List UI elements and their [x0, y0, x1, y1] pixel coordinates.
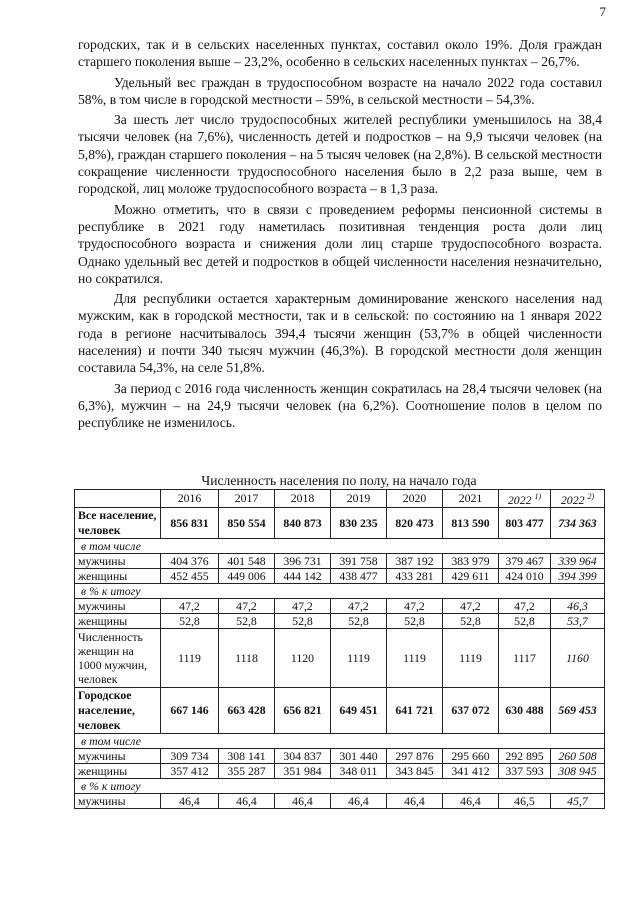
page-number: 7	[599, 4, 606, 19]
table-cell: 663 428	[219, 687, 275, 733]
row-label: мужчины	[75, 553, 161, 568]
table-cell: 304 837	[275, 748, 331, 763]
row-label: женщины	[75, 613, 161, 628]
table-cell: 355 287	[219, 763, 275, 778]
table-cell: 46,5	[499, 793, 551, 808]
table-cell: 856 831	[161, 507, 219, 538]
table-cell: 433 281	[387, 568, 443, 583]
paragraph-4: Можно отметить, что в связи с проведением реформы пенсионной системы в республике в 2021 году наметилась позитивная тенденция роста доли лиц трудоспособного возраста и снижения доли лиц старше трудоспособного возраста. Однако удельный вес детей и подростков в общей численности населения незначительно, но сократился.	[78, 201, 602, 286]
table-row-urban-men	[75, 748, 605, 763]
table-cell: 1117	[499, 628, 551, 687]
table-cell: 260 508	[551, 748, 605, 763]
table-cell: 47,2	[443, 598, 499, 613]
row-subheading: в том числе	[75, 733, 605, 748]
paragraph-3: За шесть лет число трудоспособных жителей республики уменьшилось на 38,4 тысячи человек (на 7,6%), численность детей и подростков – на 9,9 тысячи человек (на 5,8%), граждан старшего поколения – на 5 тысяч человек (на 2,8%). В сельской местности сокращение численности трудоспособного населения было в 2,2 раза выше, чем в городской, лиц моложе трудоспособного возраста – в 1,3 раза.	[78, 112, 602, 197]
table-row-urban-women	[75, 763, 605, 778]
table-cell: 52,8	[443, 613, 499, 628]
table-cell: 449 006	[219, 568, 275, 583]
table-cell: 850 554	[219, 507, 275, 538]
table-cell: 339 964	[551, 553, 605, 568]
table-cell: 641 721	[387, 687, 443, 733]
table-cell: 46,4	[387, 793, 443, 808]
table-cell: 308 141	[219, 748, 275, 763]
table-cell: 452 455	[161, 568, 219, 583]
table-cell: 1118	[219, 628, 275, 687]
table-cell: 813 590	[443, 507, 499, 538]
table-cell: 569 453	[551, 687, 605, 733]
table-cell: 1119	[161, 628, 219, 687]
table-cell: 52,8	[275, 613, 331, 628]
paragraph-5: Для республики остается характерным доминирование женского населения над мужским, как в городской местности, так и в сельской: по состоянию на 1 января 2022 года в регионе насчитывалось 394,4 тысячи женщин (53,7% в общей численности населения) и почти 340 тысяч мужчин (46,3%). В городской местности доля женщин составила 54,3%, на селе 51,8%.	[78, 291, 602, 376]
population-table	[74, 489, 605, 809]
table-cell: 46,4	[331, 793, 387, 808]
table-row-men-pct	[75, 598, 605, 613]
table-cell: 46,4	[443, 793, 499, 808]
table-cell: 47,2	[331, 598, 387, 613]
table-cell: 47,2	[499, 598, 551, 613]
table-cell: 47,2	[275, 598, 331, 613]
table-row-subheading	[75, 538, 605, 553]
table-cell: 383 979	[443, 553, 499, 568]
table-cell: 46,4	[275, 793, 331, 808]
table-cell: 46,4	[161, 793, 219, 808]
table-cell: 438 477	[331, 568, 387, 583]
table-row-ratio	[75, 628, 605, 687]
table-cell: 734 363	[551, 507, 605, 538]
table-cell: 309 734	[161, 748, 219, 763]
paragraph-2: Удельный вес граждан в трудоспособном возрасте на начало 2022 года составил 58%, в том числе в городской местности – 59%, в сельской местности – 54,3%.	[78, 74, 602, 107]
table-cell: 47,2	[387, 598, 443, 613]
header-year: 2016	[161, 490, 219, 508]
table-cell: 401 548	[219, 553, 275, 568]
table-cell: 351 984	[275, 763, 331, 778]
row-label: мужчины	[75, 598, 161, 613]
table-cell: 830 235	[331, 507, 387, 538]
table-cell: 667 146	[161, 687, 219, 733]
row-label: мужчины	[75, 793, 161, 808]
table-cell: 424 010	[499, 568, 551, 583]
header-year: 2018	[275, 490, 331, 508]
table-row-women-pct	[75, 613, 605, 628]
table-cell: 803 477	[499, 507, 551, 538]
table-cell: 343 845	[387, 763, 443, 778]
table-cell: 1119	[331, 628, 387, 687]
table-cell: 47,2	[161, 598, 219, 613]
table-row-women	[75, 568, 605, 583]
table-cell: 337 593	[499, 763, 551, 778]
table-cell: 301 440	[331, 748, 387, 763]
table-cell: 52,8	[161, 613, 219, 628]
header-row	[75, 490, 605, 508]
table-cell: 308 945	[551, 763, 605, 778]
table-cell: 46,4	[219, 793, 275, 808]
table-cell: 387 192	[387, 553, 443, 568]
table-cell: 52,8	[219, 613, 275, 628]
table-cell: 295 660	[443, 748, 499, 763]
table-row-subheading	[75, 733, 605, 748]
row-label: женщины	[75, 568, 161, 583]
table-cell: 820 473	[387, 507, 443, 538]
table-cell: 46,3	[551, 598, 605, 613]
header-corner	[75, 490, 161, 508]
table-row-men	[75, 553, 605, 568]
table-row-subheading	[75, 778, 605, 793]
row-label: женщины	[75, 763, 161, 778]
row-label: Городское население, человек	[75, 687, 161, 733]
table-cell: 357 412	[161, 763, 219, 778]
table-cell: 1160	[551, 628, 605, 687]
table-caption: Численность населения по полу, на начало года	[201, 473, 477, 488]
table-cell: 1120	[275, 628, 331, 687]
table-cell: 637 072	[443, 687, 499, 733]
table-cell: 297 876	[387, 748, 443, 763]
table-cell: 45,7	[551, 793, 605, 808]
table-cell: 656 821	[275, 687, 331, 733]
table-cell: 649 451	[331, 687, 387, 733]
row-label: мужчины	[75, 748, 161, 763]
header-year: 2019	[331, 490, 387, 508]
table-cell: 630 488	[499, 687, 551, 733]
table-cell: 53,7	[551, 613, 605, 628]
row-subheading: в % к итогу	[75, 778, 605, 793]
table-cell: 396 731	[275, 553, 331, 568]
header-year: 2021	[443, 490, 499, 508]
table-cell: 52,8	[387, 613, 443, 628]
table-cell: 52,8	[499, 613, 551, 628]
paragraph-1: городских, так и в сельских населенных пунктах, составил около 19%. Доля граждан старшего поколения выше – 23,2%, особенно в сельских населенных пунктах – 26,7%.	[78, 37, 602, 70]
table-cell: 840 873	[275, 507, 331, 538]
header-year: 2020	[387, 490, 443, 508]
table-row-urban-men-pct	[75, 793, 605, 808]
table-cell: 292 895	[499, 748, 551, 763]
table-cell: 348 011	[331, 763, 387, 778]
header-year: 2017	[219, 490, 275, 508]
table-cell: 404 376	[161, 553, 219, 568]
table-cell: 341 412	[443, 763, 499, 778]
table-cell: 444 142	[275, 568, 331, 583]
header-year-2022-note1: 2022 $^{1)}$	[499, 490, 551, 508]
table-cell: 429 611	[443, 568, 499, 583]
table-cell: 52,8	[331, 613, 387, 628]
table-cell: 47,2	[219, 598, 275, 613]
table-row-subheading	[75, 583, 605, 598]
table-row-total	[75, 507, 605, 538]
table-cell: 379 467	[499, 553, 551, 568]
table-cell: 394 399	[551, 568, 605, 583]
table-cell: 1119	[387, 628, 443, 687]
header-year-2022-note2: 2022 $^{2)}$	[551, 490, 605, 508]
row-subheading: в % к итогу	[75, 583, 605, 598]
row-subheading: в том числе	[75, 538, 605, 553]
row-label: Численность женщин на 1000 мужчин, человек	[75, 628, 161, 687]
row-label: Все население, человек	[75, 507, 161, 538]
table-cell: 1119	[443, 628, 499, 687]
table-cell: 391 758	[331, 553, 387, 568]
paragraph-6: За период с 2016 года численность женщин сократилась на 28,4 тысячи человек (на 6,3%), мужчин – на 24,9 тысячи человек (на 6,2%). Соотношение полов в целом по республике не изменилось.	[78, 380, 602, 431]
table-row-urban	[75, 687, 605, 733]
body-text	[78, 36, 602, 435]
